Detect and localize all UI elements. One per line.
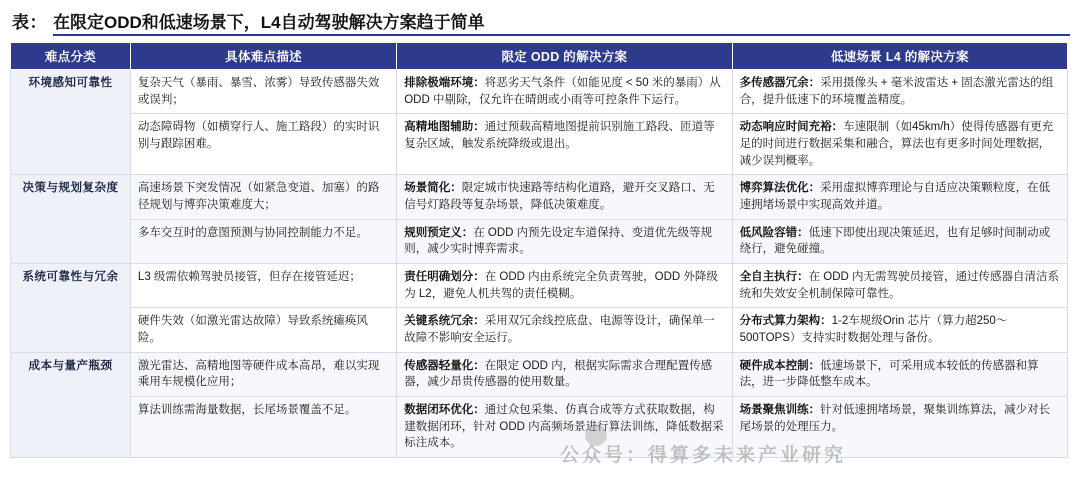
low-speed-solution-text: 针对低速拥堵场景，聚集训练算法，减少对长尾场景的处理压力。 [739, 404, 1051, 433]
odd-solution-cell [397, 352, 732, 396]
low-speed-solution-title: 分布式算力架构： [739, 315, 832, 328]
odd-solution-cell [397, 175, 732, 219]
detail-cell: L3 级需依赖驾驶员接管，但存在接管延迟； [130, 264, 396, 308]
table-row [11, 264, 1068, 308]
odd-solution-title: 规则预定义： [404, 226, 474, 239]
low-speed-solution-cell [732, 114, 1067, 175]
low-speed-solution-cell [732, 70, 1067, 114]
low-speed-solution-text: 车速限制（如45km/h）使得传感器有更充足的时间进行数据采集和融合，算法也有更多时间处理数据，减少误判概率。 [739, 121, 1054, 167]
table-row [11, 219, 1068, 263]
low-speed-solution-cell [732, 219, 1067, 263]
odd-solution-text: 在 ODD 内由系统完全负责驾驶，ODD 外降级为 L2，避免人机共驾的责任模糊。 [404, 271, 718, 300]
detail-cell: 复杂天气（暴雨、暴雪、浓雾）导致传感器失效或误判； [130, 70, 396, 114]
low-speed-solution-text: 采用摄像头 + 毫米波雷达 + 固态激光雷达的组合，提升低速下的环境覆盖精度。 [739, 77, 1054, 106]
odd-solution-title: 传感器轻量化： [404, 359, 485, 372]
odd-solution-text: 限定城市快速路等结构化道路，避开交叉路口、无信号灯路段等复杂场景，降低决策难度。 [404, 182, 715, 212]
category-cell: 成本与量产瓶颈 [11, 352, 131, 457]
table-row [11, 397, 1068, 458]
table-header-row [11, 43, 1068, 70]
column-header-low-speed: 低速场景 L4 的解决方案 [732, 43, 1067, 70]
odd-solution-title: 高精地图辅助： [404, 121, 485, 134]
category-cell: 系统可靠性与冗余 [11, 264, 131, 353]
low-speed-solution-title: 硬件成本控制： [739, 359, 821, 372]
table-row [11, 352, 1068, 396]
odd-solution-text: 将恶劣天气条件（如能见度 < 50 米的暴雨）从 ODD 中剔除，仅允许在晴朗或小雨等可控条件下运行。 [404, 77, 721, 106]
column-header-detail: 具体难点描述 [130, 43, 396, 70]
low-speed-solution-text: 1-2车规级Orin 芯片（算力超250～500TOPS）支持实时数据处理与备份。 [739, 315, 1008, 345]
low-speed-solution-cell [732, 264, 1067, 308]
odd-solution-cell [397, 219, 732, 263]
category-cell: 决策与规划复杂度 [11, 175, 131, 264]
low-speed-solution-text: 采用虚拟博弈理论与自适应决策颗粒度，在低速拥堵场景中实现高效并道。 [739, 182, 1051, 212]
column-header-category: 难点分类 [11, 43, 131, 70]
page-title [10, 6, 1070, 42]
low-speed-solution-cell [732, 397, 1067, 458]
odd-solution-text: 通过预载高精地图提前识别施工路段、匝道等复杂区域，触发系统降级或退出。 [404, 121, 715, 151]
odd-solution-title: 排除极端环境： [404, 77, 485, 89]
low-speed-solution-title: 全自主执行： [739, 271, 809, 284]
low-speed-solution-text: 低速场景下，可采用成本较低的传感器和算法，进一步降低整车成本。 [739, 359, 1039, 389]
detail-cell: 多车交互时的意图预测与协同控制能力不足。 [130, 219, 396, 263]
odd-solution-cell [397, 114, 732, 175]
low-speed-solution-cell [732, 175, 1067, 219]
odd-solution-cell [397, 397, 732, 458]
watermark-text: 公众号：得算多未来产业研究 [560, 445, 847, 466]
table-row [11, 114, 1068, 175]
table-row [11, 308, 1068, 352]
detail-cell: 动态障碍物（如横穿行人、施工路段）的实时识别与跟踪困难。 [130, 114, 396, 175]
column-header-odd: 限定 ODD 的解决方案 [397, 43, 732, 70]
detail-cell: 算法训练需海量数据，长尾场景覆盖不足。 [130, 397, 396, 458]
odd-solution-title: 关键系统冗余： [404, 315, 485, 328]
category-cell: 环境感知可靠性 [11, 70, 131, 175]
detail-cell: 高速场景下突发情况（如紧急变道、加塞）的路径规划与博弈决策难度大； [130, 175, 396, 219]
table-row [11, 175, 1068, 219]
detail-cell: 激光雷达、高精地图等硬件成本高昂，难以实现乘用车规模化应用； [130, 352, 396, 396]
odd-solution-title: 场景简化： [404, 182, 462, 195]
odd-solution-text: 在 ODD 内预先设定车道保持、变道优先级等规则，减少实时博弈需求。 [404, 226, 713, 256]
low-speed-solution-title: 低风险容错： [739, 226, 809, 239]
odd-solution-cell [397, 70, 732, 114]
odd-solution-cell [397, 264, 732, 308]
odd-solution-text: 采用双冗余线控底盘、电源等设计，确保单一故障不影响安全运行。 [404, 315, 715, 345]
low-speed-solution-cell [732, 308, 1067, 352]
low-speed-solution-title: 动态响应时间充裕： [739, 121, 844, 134]
odd-solution-title: 数据闭环优化： [404, 404, 485, 417]
odd-solution-cell [397, 308, 732, 352]
title-label: 表： [12, 13, 47, 32]
title-text: 在限定ODD和低速场景下，L4自动驾驶解决方案趋于简单 [53, 8, 1070, 36]
odd-solution-text: 通过众包采集、仿真合成等方式获取数据，构建数据闭环，针对 ODD 内高频场景进行算法训练，降低数据采标注成本。 [404, 404, 724, 450]
table-row [11, 70, 1068, 114]
low-speed-solution-title: 场景聚焦训练： [739, 404, 821, 417]
low-speed-solution-text: 在 ODD 内无需驾驶员接管，通过传感器自清洁系统和失效安全机制保障可靠性。 [739, 271, 1060, 300]
detail-cell: 硬件失效（如激光雷达故障）导致系统瘫痪风险。 [130, 308, 396, 352]
solution-matrix-table [10, 42, 1068, 458]
low-speed-solution-title: 多传感器冗余： [739, 77, 821, 89]
odd-solution-title: 责任明确划分： [404, 271, 485, 284]
low-speed-solution-cell [732, 352, 1067, 396]
odd-solution-text: 在限定 ODD 内，根据实际需求合理配置传感器，减少昂贵传感器的使用数量。 [404, 359, 713, 389]
low-speed-solution-text: 低速下即使出现决策延迟，也有足够时间制动或绕行，避免碰撞。 [739, 226, 1051, 256]
low-speed-solution-title: 博弈算法优化： [739, 182, 821, 195]
